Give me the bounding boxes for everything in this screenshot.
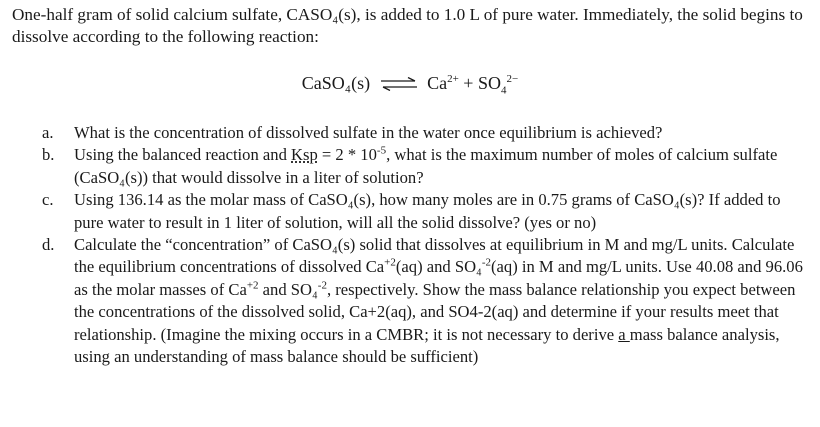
reactant: CaSO₄(s)	[301, 73, 371, 93]
ksp-symbol: Ksp	[291, 145, 318, 165]
item-marker: b.	[42, 145, 55, 165]
reaction-equation	[0, 70, 820, 98]
plus-sign: +	[463, 73, 474, 93]
item-marker: a.	[42, 123, 54, 142]
item-marker: c.	[42, 190, 54, 210]
question-d	[0, 234, 820, 368]
question-text: Using the balanced reaction and Ksp = $2 * 10^{-5}$, what is the maximum number of moles of calcium sulfate (CaSO₄(s)) that would dissolve in a liter of solution?	[74, 144, 778, 187]
intro-paragraph: One-half gram of solid calcium sulfate, CASO₄(s), is added to 1.0 L of pure water. Immediately, the solid begins to dissolve according to the following reaction:	[12, 5, 803, 46]
question-text: Calculate the “concentration” of CaSO₄(s) solid that dissolves at equilibrium in M and mg/L units. Calculate the equilibrium concentrations of dissolved $Ca^{+2}(aq)$ and SO₄$^{-2}$(aq) in M and mg/L units. Use 40.08 and 96.06 as the molar masses of $Ca^{+2}$ and SO₄$^{-2}$, respectively. Show the mass balance relationship you expect between the concentrations of the dissolved solid, Ca+2(aq), and SO4-2(aq) and determine if your results meet that relationship. (Imagine the mixing occurs in a CMBR; it is not necessary to derive a mass balance analysis, using an understanding of mass balance should be sufficient)	[74, 235, 803, 367]
question-c	[0, 189, 820, 234]
equilibrium-arrow-icon	[379, 72, 419, 98]
question-text: What is the concentration of dissolved sulfate in the water once equilibrium is achieved?	[74, 123, 663, 142]
product-calcium: $Ca^{2+}$	[427, 73, 459, 93]
question-a	[0, 122, 820, 144]
product-sulfate: $SO_4^{2-}$	[477, 73, 519, 97]
item-marker: d.	[42, 235, 55, 255]
question-text: Using 136.14 as the molar mass of CaSO₄(s), how many moles are in 0.75 grams of CaSO₄(s)? If added to pure water to result in 1 liter of solution, will all the solid dissolve? (yes or no)	[74, 190, 781, 232]
question-list	[0, 122, 820, 368]
question-b	[0, 144, 820, 189]
